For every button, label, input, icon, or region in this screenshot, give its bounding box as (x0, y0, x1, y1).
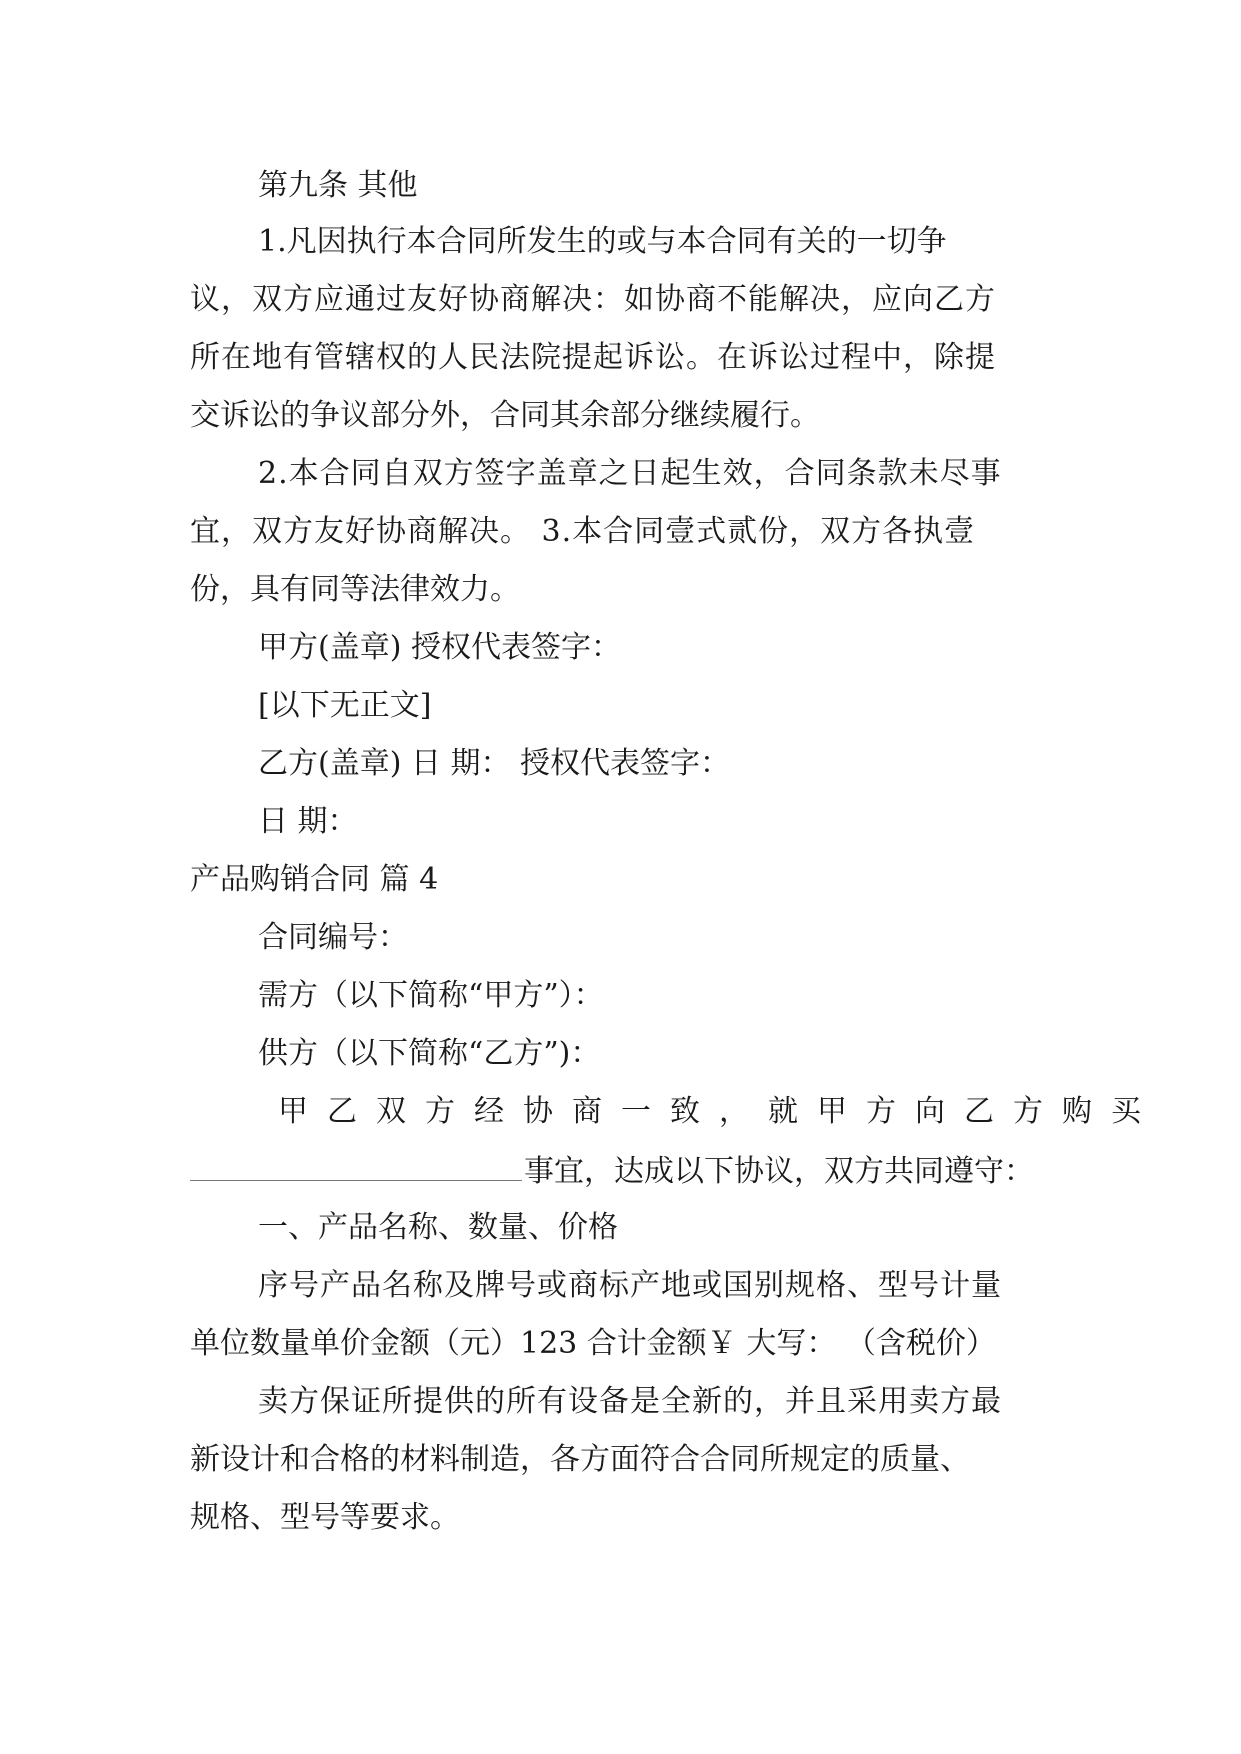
paragraph-line (190, 1150, 1034, 1192)
no-further-text-note: [以下无正文] (258, 688, 432, 723)
paragraph-line: 份，具有同等法律效力。 (190, 572, 520, 607)
date-line: 日 期： (258, 804, 358, 839)
paragraph-line: 宜，双方友好协商解决。 3.本合同壹式贰份，双方各执壹 (190, 514, 976, 549)
paragraph-line: 序号产品名称及牌号或商标产地或国别规格、型号计量 (258, 1268, 1002, 1303)
article-nine-heading: 第九条 其他 (258, 168, 418, 203)
paragraph-line: 议，双方应通过友好协商解决：如协商不能解决，应向乙方 (190, 282, 996, 317)
paragraph-line: 新设计和合格的材料制造，各方面符合合同所规定的质量、 (190, 1442, 970, 1477)
paragraph-line: 卖方保证所提供的所有设备是全新的，并且采用卖方最 (258, 1384, 1002, 1419)
paragraph-line: 交诉讼的争议部分外，合同其余部分继续履行。 (190, 398, 820, 433)
paragraph-line: 单位数量单价金额（元）123 合计金额￥ 大写： （含税价） (190, 1326, 996, 1361)
paragraph-text: 事宜，达成以下协议，双方共同遵守： (524, 1154, 1034, 1189)
paragraph-line (258, 222, 1048, 262)
supplier-field: 供方（以下简称“乙方”)： (258, 1036, 601, 1071)
paragraph-line: 所在地有管辖权的人民法院提起诉讼。在诉讼过程中，除提 (190, 340, 996, 375)
paragraph-line: 2.本合同自双方签字盖章之日起生效，合同条款未尽事 (258, 456, 1002, 491)
contract-number-field: 合同编号： (258, 920, 408, 955)
section-title: 产品购销合同 篇 4 (190, 862, 439, 897)
paragraph-text: 1.凡因执行本合同所发生的或与本合同有关的一切争 (258, 224, 947, 259)
party-a-signature-line: 甲方(盖章) 授权代表签字： (258, 630, 621, 665)
party-b-signature-line: 乙方(盖章) 日 期： 授权代表签字： (258, 746, 731, 781)
buyer-field: 需方（以下简称“甲方”）： (258, 978, 604, 1013)
product-section-heading: 一、产品名称、数量、价格 (258, 1210, 618, 1245)
paragraph-line: 规格、型号等要求。 (190, 1500, 460, 1535)
paragraph-line: 甲乙双方经协商一致，就甲方向乙方购买 (278, 1094, 1160, 1129)
blank-underline (190, 1150, 522, 1181)
